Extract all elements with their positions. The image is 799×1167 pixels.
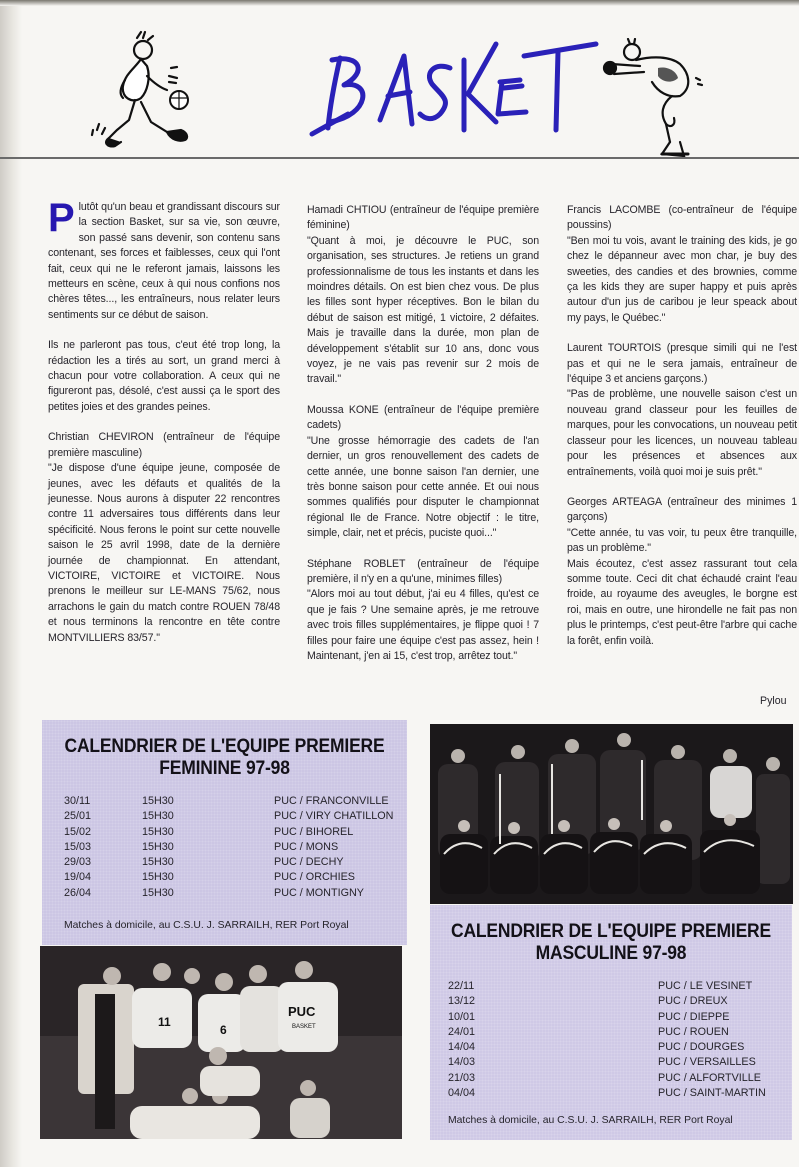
calendar-venue-note: Matches à domicile, au C.S.U. J. SARRAILH, RER Port Royal xyxy=(64,920,349,931)
calendar-row: 15/02 15H30 PUC / BIHOREL xyxy=(64,825,354,838)
coach-name: Georges ARTEAGA (entraîneur des minimes 1 garçons) xyxy=(567,495,797,524)
article-column-3 xyxy=(567,203,797,664)
coach-interview-lacombe xyxy=(567,203,797,326)
svg-text:PUC: PUC xyxy=(288,1004,316,1019)
calendar-row: 24/01 PUC / ROUEN xyxy=(448,1025,729,1038)
calendar-rows xyxy=(430,979,792,1101)
calendar-row: 04/04 PUC / SAINT-MARTIN xyxy=(448,1087,766,1100)
calendar-row: 26/04 15H30 PUC / MONTIGNY xyxy=(64,886,364,899)
basketball-player-crouching-icon xyxy=(600,38,750,163)
svg-text:11: 11 xyxy=(158,1015,171,1029)
coach-quote: "Cette année, tu vas voir, tu peux être tranquille, pas un problème." xyxy=(567,526,797,555)
article-column-1 xyxy=(48,196,280,661)
calendar-masculine xyxy=(430,905,792,1140)
coach-interview-kone xyxy=(307,403,539,542)
calendar-title: CALENDRIER DE L'EQUIPE PREMIERE FEMININE 97-98 xyxy=(64,736,385,779)
calendar-rows xyxy=(42,794,407,901)
calendar-row: 15/03 15H30 PUC / MONS xyxy=(64,840,339,853)
calendar-venue-note: Matches à domicile, au C.S.U. J. SARRAILH, RER Port Royal xyxy=(448,1115,733,1126)
page-header xyxy=(0,0,799,170)
coach-interview-tourtois xyxy=(567,341,797,480)
coach-interview-cheviron xyxy=(48,430,280,646)
calendar-row: 25/01 15H30 PUC / VIRY CHATILLON xyxy=(64,810,394,823)
coach-name: Francis LACOMBE (co-entraîneur de l'équipe poussins) xyxy=(567,204,797,232)
coach-quote: "Pas de problème, une nouvelle saison c'est un nouveau grand classeur pour les feuilles de marques, pour les convocations, un nouveau petit classeur pour les licences, un nouveau tableau pour les présences et absences aux entraînements, voilà quoi moi je suis prêt." xyxy=(567,388,797,478)
calendar-row: 14/04 PUC / DOURGES xyxy=(448,1041,745,1054)
coach-quote: "Je dispose d'une équipe jeune, composée de jeunes, avec les défauts et qualités de la jeunesse. Nous aurons à disputer 22 rencontres contre 11 adversaires tous différents dans leur spécificité. Nous ferons le point sur cette nouvelle saison le 25 avril 1998, date de la dernière journée de championnat. En attendant, VICTOIRE, VICTOIRE et VICTOIRE. Nous prenons le meilleur sur LE-MANS 75/62, nous arrachons le gain du match contre ROUEN 78/48 et nous terminons la rencontre en tête contre MONTVILLIERS 83/57." xyxy=(48,462,280,644)
coach-interview-arteaga xyxy=(567,495,797,649)
intro-paragraph: Plutôt qu'un beau et grandissant discours sur la section Basket, sur sa vie, son œuvre, son passé sans devenir, son contenu sans contenant, ses forces et faiblesses, ceux qui l'ont fait, ceux qui ne le referont jamais, laissons les metteurs en scène, ceux à qui nous confions nos chères têtes..., les entraîneurs, nous relater leurs sentiments sur ce début de saison. xyxy=(48,196,280,321)
calendar-row: 22/11 PUC / LE VESINET xyxy=(448,980,753,992)
calendar-row: 29/03 15H30 PUC / DECHY xyxy=(64,856,344,869)
calendar-row: 19/04 15H30 PUC / ORCHIES xyxy=(64,871,355,884)
coach-interview-chtiou xyxy=(307,203,539,388)
author-signature: Pylou xyxy=(760,695,787,707)
team-photo-women xyxy=(40,946,402,1139)
coach-quote: "Ben moi tu vois, avant le training des kids, je go chez le dépanneur avec mon char, je buy des sweeties, des candies et des brownies, comme ça les kids they are super happy et puis après autour d'un jus de caribou je leur speack about my pays, le Québec." xyxy=(567,234,797,324)
coach-quote: "Une grosse hémorragie des cadets de l'an dernier, un gros renouvellement des cadets de cette année, une bonne saison l'an dernier, une très bonne saison pour cette année. Et oui nous sommes qualifiés pour disputer le championnat régional Ile de France. Notre objectif : le titre, simple, clair, net et précis, puciste quoi..." xyxy=(307,434,539,540)
header-divider xyxy=(0,157,799,159)
calendar-row: 30/11 15H30 PUC / FRANCONVILLE xyxy=(64,795,389,807)
team-photo-men xyxy=(430,724,793,904)
calendar-row: 14/03 PUC / VERSAILLES xyxy=(448,1056,756,1069)
coach-quote: "Alors moi au tout début, j'ai eu 4 filles, qu'est ce que je fais ? Une semaine après, je me retrouve avec trois filles supplémentaires, je flippe quoi ! 7 filles pour faire une équipe c'est pas assez, hein ! Maintenant, j'en ai 15, c'est trop, arrêtez tout." xyxy=(307,588,539,662)
calendar-feminine xyxy=(42,720,407,945)
page-title xyxy=(300,30,600,140)
page-fold-shadow xyxy=(0,0,22,1167)
calendar-title: CALENDRIER DE L'EQUIPE PREMIERE MASCULINE 97-98 xyxy=(451,921,771,964)
coach-name: Stéphane ROBLET (entraîneur de l'équipe première, il n'y en a qu'une, minimes filles) xyxy=(307,557,539,585)
coach-quote: "Quant à moi, je découvre le PUC, son organisation, ses structures. Je retiens un grand professionnalisme de tous les instants et dans les moindres détails. On est bien chez vous. De plus les filles sont hyper réceptives. Bon le bilan du début de saison est mitigé, 1 victoire, 2 défaites. Mais je travaille dans la durée, mon plan de développement s'établit sur 10 ans, donc vous voyez, je ne vais pas revenir sur 2 mois de travail." xyxy=(307,234,539,386)
intro-paragraph-2: Ils ne parleront pas tous, c'eut été trop long, la rédaction les a tirés au sort, un grand merci à chacun pour votre collaboration. A ceux qui ne figureront pas, désolé, c'est aussi ça le sport des petites joies et des grandes peines. xyxy=(48,339,280,413)
article-closing: Mais écoutez, c'est assez rassurant tout cela somme toute. Ceci dit chat échaudé craint l'eau froide, au royaume des aveugles, le borgne est roi, mais en outre, une hirondelle ne fait pas non plus le printemps, c'est peut-être l'arbre qui cache la forêt, enfin voilà. xyxy=(567,557,797,647)
svg-text:6: 6 xyxy=(220,1023,227,1037)
calendar-row: 13/12 PUC / DREUX xyxy=(448,995,728,1008)
coach-name: Laurent TOURTOIS (presque simili qui ne l'est pas et qui ne le sera jamais, entraîneur de l'équipe 3 et anciens garçons.) xyxy=(567,342,797,386)
calendar-row: 10/01 PUC / DIEPPE xyxy=(448,1010,730,1023)
calendar-row: 21/03 PUC / ALFORTVILLE xyxy=(448,1071,762,1084)
coach-name: Hamadi CHTIOU (entraîneur de l'équipe première féminine) xyxy=(307,204,539,232)
coach-interview-roblet xyxy=(307,557,539,665)
svg-text:BASKET: BASKET xyxy=(292,1024,316,1030)
coach-name: Moussa KONE (entraîneur de l'équipe première cadets) xyxy=(307,403,539,432)
coach-name: Christian CHEVIRON (entraîneur de l'équipe première masculine) xyxy=(48,431,280,459)
dropcap: P xyxy=(48,196,75,240)
basketball-player-dribbling-icon xyxy=(85,28,265,153)
article-column-2 xyxy=(307,203,539,679)
